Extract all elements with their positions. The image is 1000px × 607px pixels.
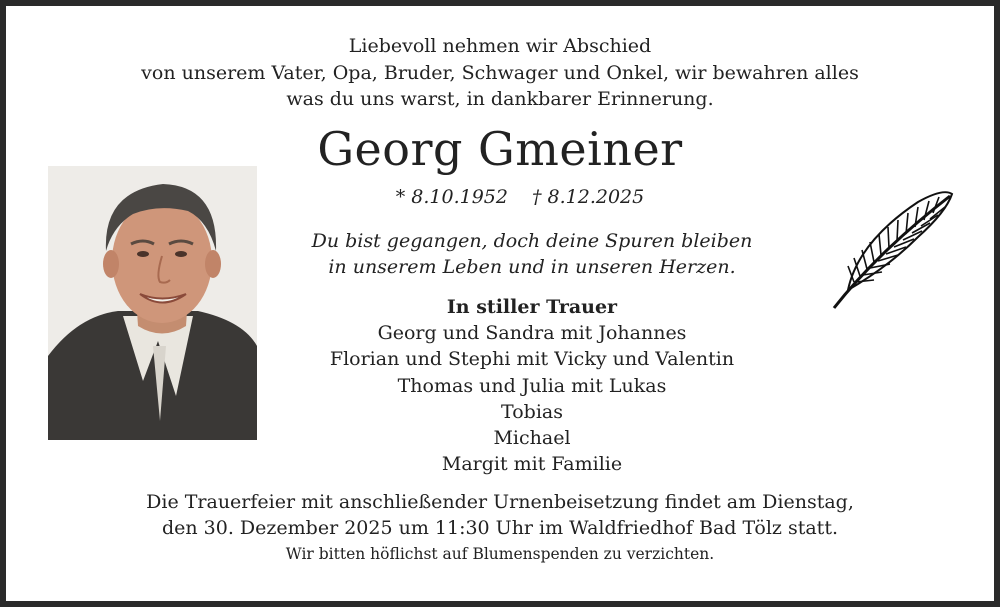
mourners-heading: In stiller Trauer [446,296,618,318]
intro-text [6,33,994,113]
mourner-entry: Tobias [501,400,563,423]
service-line: Die Trauerfeier mit anschließender Urnenbeisetzung findet am Dienstag, [146,491,854,513]
intro-line: Liebevoll nehmen wir Abschied [348,35,652,57]
intro-line: was du uns warst, in dankbarer Erinnerung. [286,88,714,110]
mourner-entry: Michael [493,427,571,450]
quote-line: in unserem Leben und in unseren Herzen. [328,256,736,278]
obituary-card [6,6,994,601]
quote-line: Du bist gegangen, doch deine Spuren bleiben [311,230,753,252]
service-info [6,489,994,541]
death-date: † 8.12.2025 [532,186,645,208]
feather-icon [818,182,958,312]
deceased-name: Georg Gmeiner [317,122,683,176]
mourner-entry: Florian und Stephi mit Vicky und Valentin [329,348,735,371]
birth-date: * 8.10.1952 [395,186,508,208]
portrait-photo [48,166,257,440]
mourner-entry: Margit mit Familie [441,453,623,476]
mourner-entry: Thomas und Julia mit Lukas [397,374,667,397]
intro-line: von unserem Vater, Opa, Bruder, Schwager und Onkel, wir bewahren alles [141,61,859,84]
service-line: den 30. Dezember 2025 um 11:30 Uhr im Waldfriedhof Bad Tölz statt. [161,517,838,539]
donation-note: Wir bitten höflichst auf Blumenspenden zu verzichten. [285,545,715,563]
mourner-entry: Georg und Sandra mit Johannes [377,322,687,345]
